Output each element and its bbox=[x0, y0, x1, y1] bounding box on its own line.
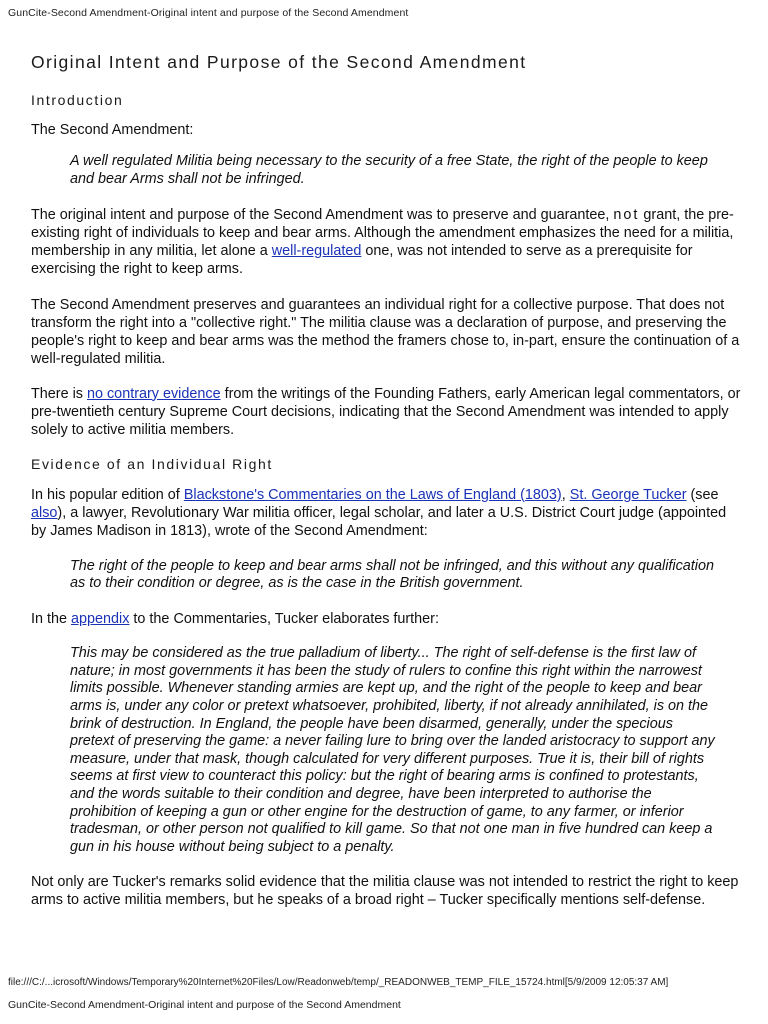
print-footer-url: file:///C:/...icrosoft/Windows/Temporary%20Internet%20Files/Low/Readonweb/temp/_READONWEB_TEMP_FILE_15724.html[5/9/2009 12:05:37 AM] bbox=[8, 977, 669, 988]
introduction-heading: Introduction bbox=[31, 92, 124, 108]
evidence-heading: Evidence of an Individual Right bbox=[31, 455, 273, 472]
text-run: In his popular edition of bbox=[31, 486, 184, 503]
blackstone-commentaries-link[interactable]: Blackstone's Commentaries on the Laws of England (1803) bbox=[183, 486, 562, 503]
text-run: ), a lawyer, Revolutionary War militia officer, legal scholar, and later a U.S. District Court judge (appointed by James Madison in 1813), wrote of the Second Amendment: bbox=[31, 504, 727, 539]
intro-paragraph-1 bbox=[31, 206, 741, 278]
intro-lead: The Second Amendment: bbox=[31, 122, 194, 138]
page-title: Original Intent and Purpose of the Second Amendment bbox=[31, 52, 527, 72]
emphasis-not: not bbox=[613, 206, 640, 223]
article bbox=[31, 52, 741, 909]
text-run: to the Commentaries, Tucker elaborates further: bbox=[129, 611, 439, 628]
intro-paragraph-3 bbox=[31, 385, 741, 439]
print-footer-title: GunCite-Second Amendment-Original intent and purpose of the Second Amendment bbox=[8, 999, 401, 1011]
st-george-tucker-link[interactable]: St. George Tucker bbox=[569, 486, 687, 503]
text-run: In the bbox=[31, 611, 72, 628]
intro-paragraph-2: The Second Amendment preserves and guarantees an individual right for a collective purpose. That does not transform the right into a "collective right." The militia clause was a declaration of purpose, and preserving the people's right to keep and bear arms was the method the framers chose to, in-part, ensure the continuation of a well-regulated militia. bbox=[31, 296, 740, 367]
text-run: (see bbox=[686, 486, 719, 503]
text-run: grant, the pre-existing right of individuals to keep and bear arms. Although the amendment emphasizes the need for a militia, membership in any militia, let alone a bbox=[31, 206, 734, 259]
amendment-quote: A well regulated Militia being necessary to the security of a free State, the right of the people to keep and bear Arms shall not be infringed. bbox=[70, 153, 708, 187]
evidence-paragraph-1 bbox=[31, 486, 741, 540]
evidence-paragraph-3: Not only are Tucker's remarks solid evidence that the militia clause was not intended to restrict the right to keep arms to active militia members, but he speaks of a broad right – Tucker specifically mentions self-defense. bbox=[31, 874, 739, 909]
text-run: one, was not intended to serve as a prerequisite for exercising the right to keep arms. bbox=[31, 242, 693, 277]
well-regulated-link[interactable]: well-regulated bbox=[271, 242, 362, 259]
print-header-title: GunCite-Second Amendment-Original intent and purpose of the Second Amendment bbox=[8, 7, 409, 19]
no-contrary-evidence-link[interactable]: no contrary evidence bbox=[86, 385, 221, 402]
tucker-quote-2: This may be considered as the true palladium of liberty... The right of self-defense is the first law of nature; in most governments it has been the study of rulers to confine this right within the narrowest limits possible. Whenever standing armies are kept up, and the right of the people to keep and bear arms is, under any color or pretext whatsoever, prohibited, liberty, if not already annihilated, is on the brink of destruction. In England, the people have been disarmed, generally, under the specious pretext of preserving the game: a never failing lure to bring over the landed aristocracy to support any measure, under that mask, though calculated for very different purposes. True it is, their bill of rights seems at first view to counteract this policy: but the right of bearing arms is confined to protestants, and the words suitable to their condition and degree, have been interpreted to authorise the prohibition of keeping a gun or other engine for the destruction of game, to any farmer, or inferior tradesman, or other person not qualified to kill game. So that not one man in five hundred can keep a gun in his house without being subject to a penalty. bbox=[70, 645, 715, 855]
appendix-link[interactable]: appendix bbox=[71, 611, 130, 628]
text-run: There is bbox=[31, 385, 87, 402]
also-link[interactable]: also bbox=[31, 504, 58, 521]
text-run: , bbox=[561, 486, 570, 503]
text-run: The original intent and purpose of the Second Amendment was to preserve and guarantee, bbox=[31, 206, 614, 223]
evidence-paragraph-2 bbox=[31, 610, 741, 628]
text-run: from the writings of the Founding Fathers, early American legal commentators, or pre-twentieth century Supreme Court decisions, indicating that the Second Amendment was intended to apply solely to active militia members. bbox=[31, 385, 741, 438]
tucker-quote-1: The right of the people to keep and bear arms shall not be infringed, and this without any qualification as to their condition or degree, as is the case in the British government. bbox=[70, 557, 714, 592]
